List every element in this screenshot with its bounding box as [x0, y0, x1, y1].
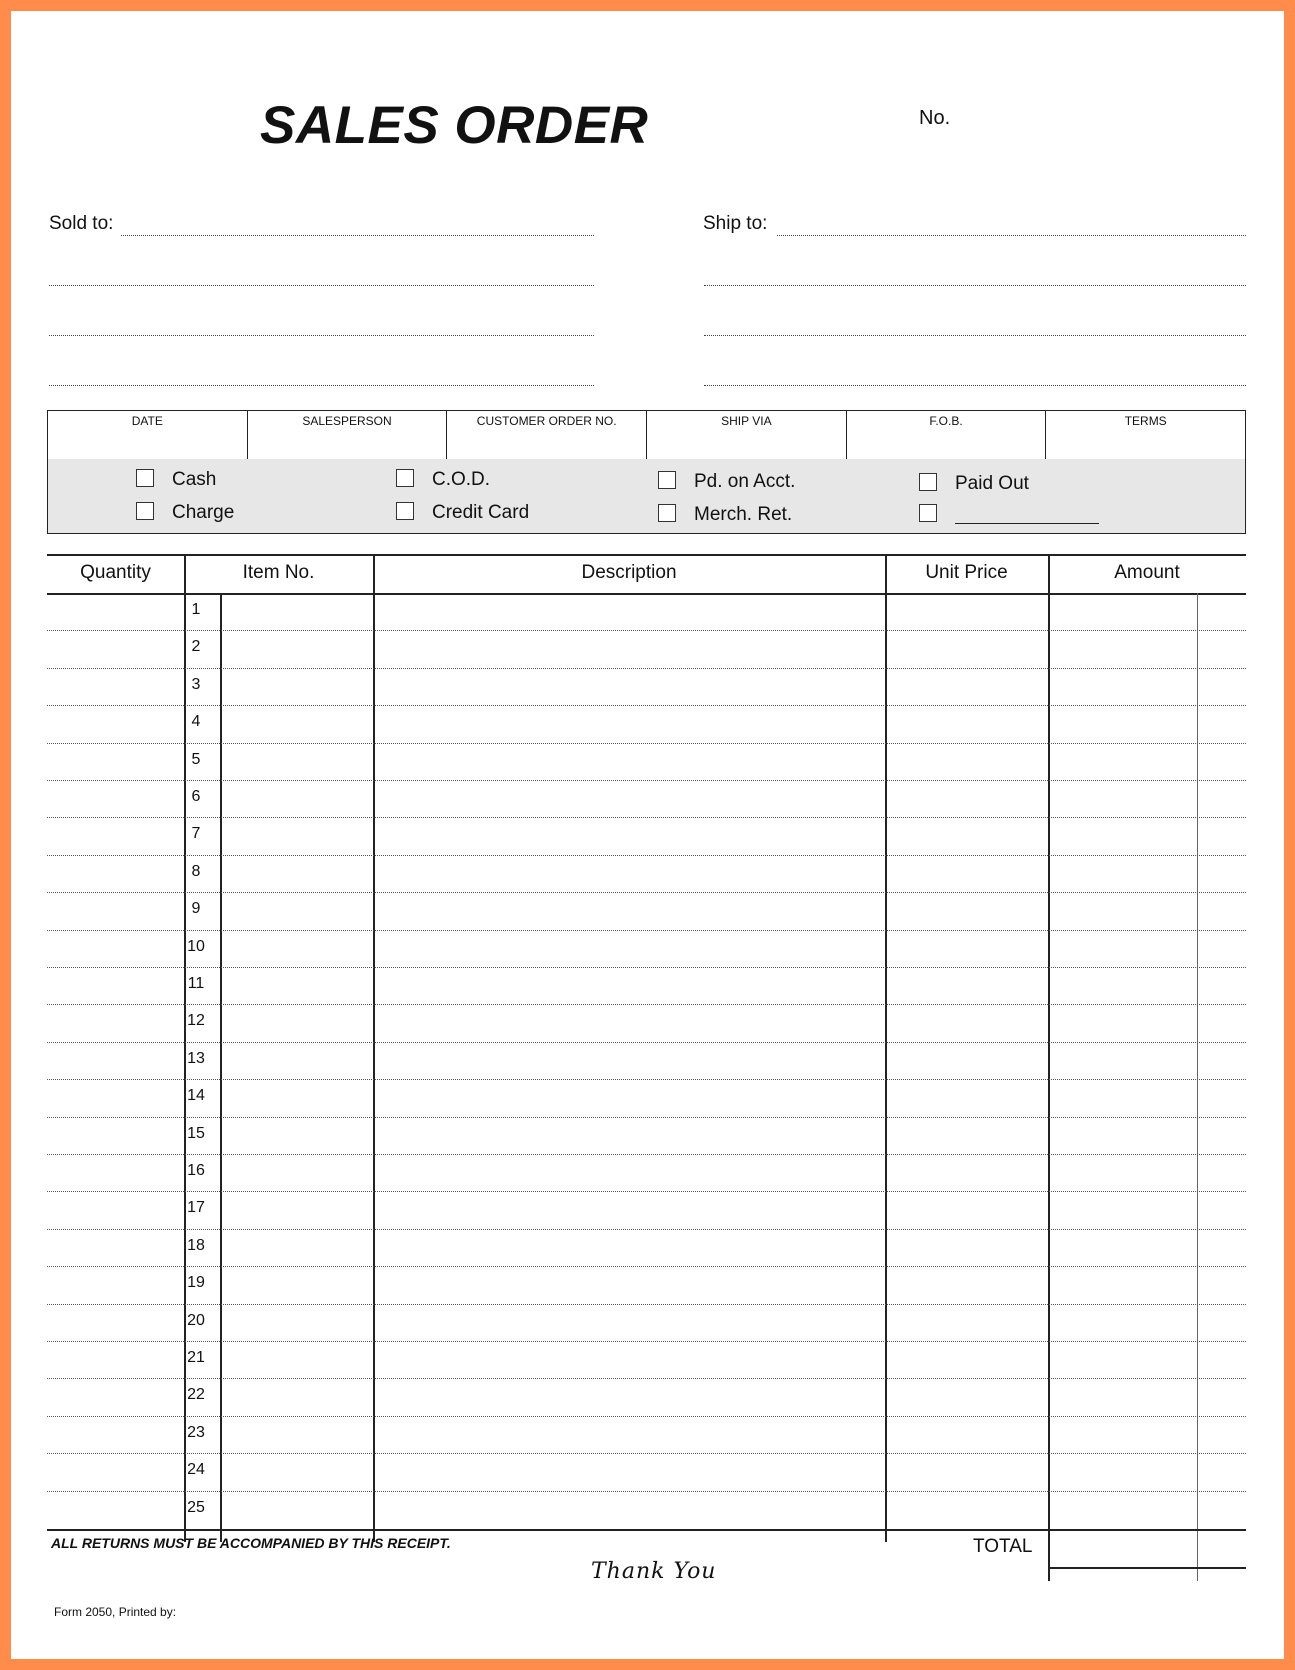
row-number: 8 — [191, 862, 201, 880]
paid-out-checkbox[interactable] — [919, 473, 937, 491]
ship-to-label: Ship to: — [703, 213, 768, 234]
table-row[interactable] — [47, 1491, 1246, 1492]
total-amount-field[interactable] — [1051, 1531, 1196, 1565]
row-number: 13 — [187, 1049, 205, 1067]
salesperson-field[interactable]: SALESPERSON — [248, 411, 448, 459]
cod-label: C.O.D. — [432, 469, 491, 490]
paid-out-label: Paid Out — [955, 473, 1029, 494]
returns-note: ALL RETURNS MUST BE ACCOMPANIED BY THIS RECEIPT. — [51, 1535, 451, 1551]
ship-to-line-2[interactable] — [704, 285, 1246, 286]
cod-checkbox[interactable] — [396, 469, 414, 487]
table-row[interactable] — [47, 1042, 1246, 1043]
row-number: 25 — [187, 1498, 205, 1516]
merch-ret-checkbox[interactable] — [658, 504, 676, 522]
total-label: TOTAL — [973, 1536, 1033, 1557]
credit-card-option[interactable] — [396, 502, 529, 524]
row-number: 20 — [187, 1311, 205, 1329]
charge-label: Charge — [172, 502, 235, 523]
row-number: 18 — [187, 1236, 205, 1254]
row-number: 9 — [191, 900, 201, 918]
column-divider-description — [885, 556, 887, 1542]
table-row[interactable] — [47, 743, 1246, 744]
form-printer-note: Form 2050, Printed by: — [54, 1605, 177, 1619]
row-number: 22 — [187, 1386, 205, 1404]
table-row[interactable] — [47, 1266, 1246, 1267]
table-row[interactable] — [47, 1229, 1246, 1230]
pd-on-acct-option[interactable] — [658, 471, 795, 493]
order-info-header — [48, 411, 1245, 460]
table-row[interactable] — [47, 780, 1246, 781]
unit-price-header: Unit Price — [925, 562, 1008, 583]
table-row[interactable] — [47, 705, 1246, 706]
sold-to-line-4[interactable] — [49, 385, 594, 386]
row-number: 4 — [191, 713, 201, 731]
payment-options — [48, 459, 1245, 533]
cod-option[interactable] — [396, 469, 490, 491]
table-row[interactable] — [47, 817, 1246, 818]
table-row[interactable] — [47, 1304, 1246, 1305]
ship-via-field[interactable]: SHIP VIA — [647, 411, 847, 459]
amount-header: Amount — [1114, 562, 1180, 583]
row-number: 16 — [187, 1162, 205, 1179]
row-number: 1 — [191, 601, 201, 618]
row-number: 14 — [187, 1087, 205, 1105]
table-row[interactable] — [47, 1117, 1246, 1118]
sold-to-label: Sold to: — [49, 213, 114, 234]
table-row[interactable] — [47, 967, 1246, 968]
table-row[interactable] — [47, 1079, 1246, 1080]
row-number: 15 — [187, 1124, 205, 1142]
order-info-table — [47, 410, 1246, 534]
table-row[interactable] — [47, 1154, 1246, 1155]
quantity-header: Quantity — [80, 562, 151, 583]
ship-to-line-1[interactable] — [777, 235, 1246, 236]
row-number: 10 — [187, 937, 205, 955]
ship-to-line-4[interactable] — [704, 385, 1246, 386]
table-row[interactable] — [47, 1004, 1246, 1005]
row-number: 12 — [187, 1012, 205, 1030]
table-row[interactable] — [47, 930, 1246, 931]
table-row[interactable] — [47, 668, 1246, 669]
table-row[interactable] — [47, 1191, 1246, 1192]
row-number: 19 — [187, 1274, 205, 1292]
table-row[interactable] — [47, 855, 1246, 856]
row-number: 5 — [191, 750, 201, 768]
column-divider-amount-cents — [1197, 593, 1198, 1581]
pd-on-acct-checkbox[interactable] — [658, 471, 676, 489]
cash-checkbox[interactable] — [136, 469, 154, 487]
merch-ret-label: Merch. Ret. — [694, 504, 793, 525]
table-row[interactable] — [47, 630, 1246, 631]
table-row[interactable] — [47, 892, 1246, 893]
cash-label: Cash — [172, 469, 217, 490]
cash-option[interactable] — [136, 469, 216, 491]
table-row[interactable] — [47, 1378, 1246, 1379]
charge-checkbox[interactable] — [136, 502, 154, 520]
pd-on-acct-label: Pd. on Acct. — [694, 471, 796, 492]
row-number: 23 — [187, 1423, 205, 1441]
sold-to-line-2[interactable] — [49, 285, 594, 286]
description-header: Description — [581, 562, 677, 583]
other-blank-line[interactable] — [955, 507, 1099, 524]
column-divider-rownum — [220, 593, 222, 1542]
row-number: 6 — [191, 788, 201, 805]
column-divider-unit-price — [1048, 556, 1050, 1581]
credit-card-checkbox[interactable] — [396, 502, 414, 520]
thank-you-text: Thank You — [591, 1559, 717, 1584]
item-no-header: Item No. — [242, 562, 315, 583]
row-number: 2 — [191, 638, 201, 656]
column-divider-item-no — [373, 556, 375, 1542]
other-checkbox[interactable] — [919, 504, 937, 522]
row-number: 17 — [187, 1199, 205, 1217]
row-number: 24 — [187, 1461, 205, 1479]
table-row[interactable] — [47, 1341, 1246, 1342]
merch-ret-option[interactable] — [658, 504, 792, 526]
credit-card-label: Credit Card — [432, 502, 530, 523]
sold-to-line-3[interactable] — [49, 335, 594, 336]
form-title: SALES ORDER — [260, 96, 649, 155]
sold-to-line-1[interactable] — [121, 235, 594, 236]
other-option[interactable] — [919, 504, 1099, 526]
table-row[interactable] — [47, 1453, 1246, 1454]
charge-option[interactable] — [136, 502, 234, 524]
terms-field[interactable]: TERMS — [1124, 414, 1167, 428]
order-number-label: No. — [919, 107, 951, 129]
items-table-header — [47, 554, 1246, 595]
total-bottom-rule — [1048, 1567, 1246, 1569]
row-number: 3 — [191, 675, 201, 693]
fob-field[interactable]: F.O.B. — [847, 411, 1047, 459]
row-number: 11 — [187, 975, 205, 992]
ship-to-line-3[interactable] — [704, 335, 1246, 336]
row-number: 21 — [187, 1349, 205, 1366]
sales-order-form — [11, 11, 1284, 1659]
row-number: 7 — [191, 825, 201, 843]
table-row[interactable] — [47, 1416, 1246, 1417]
paid-out-option[interactable] — [919, 473, 1029, 495]
customer-order-no-field[interactable]: CUSTOMER ORDER NO. — [447, 411, 647, 459]
date-field[interactable]: DATE — [48, 411, 248, 459]
